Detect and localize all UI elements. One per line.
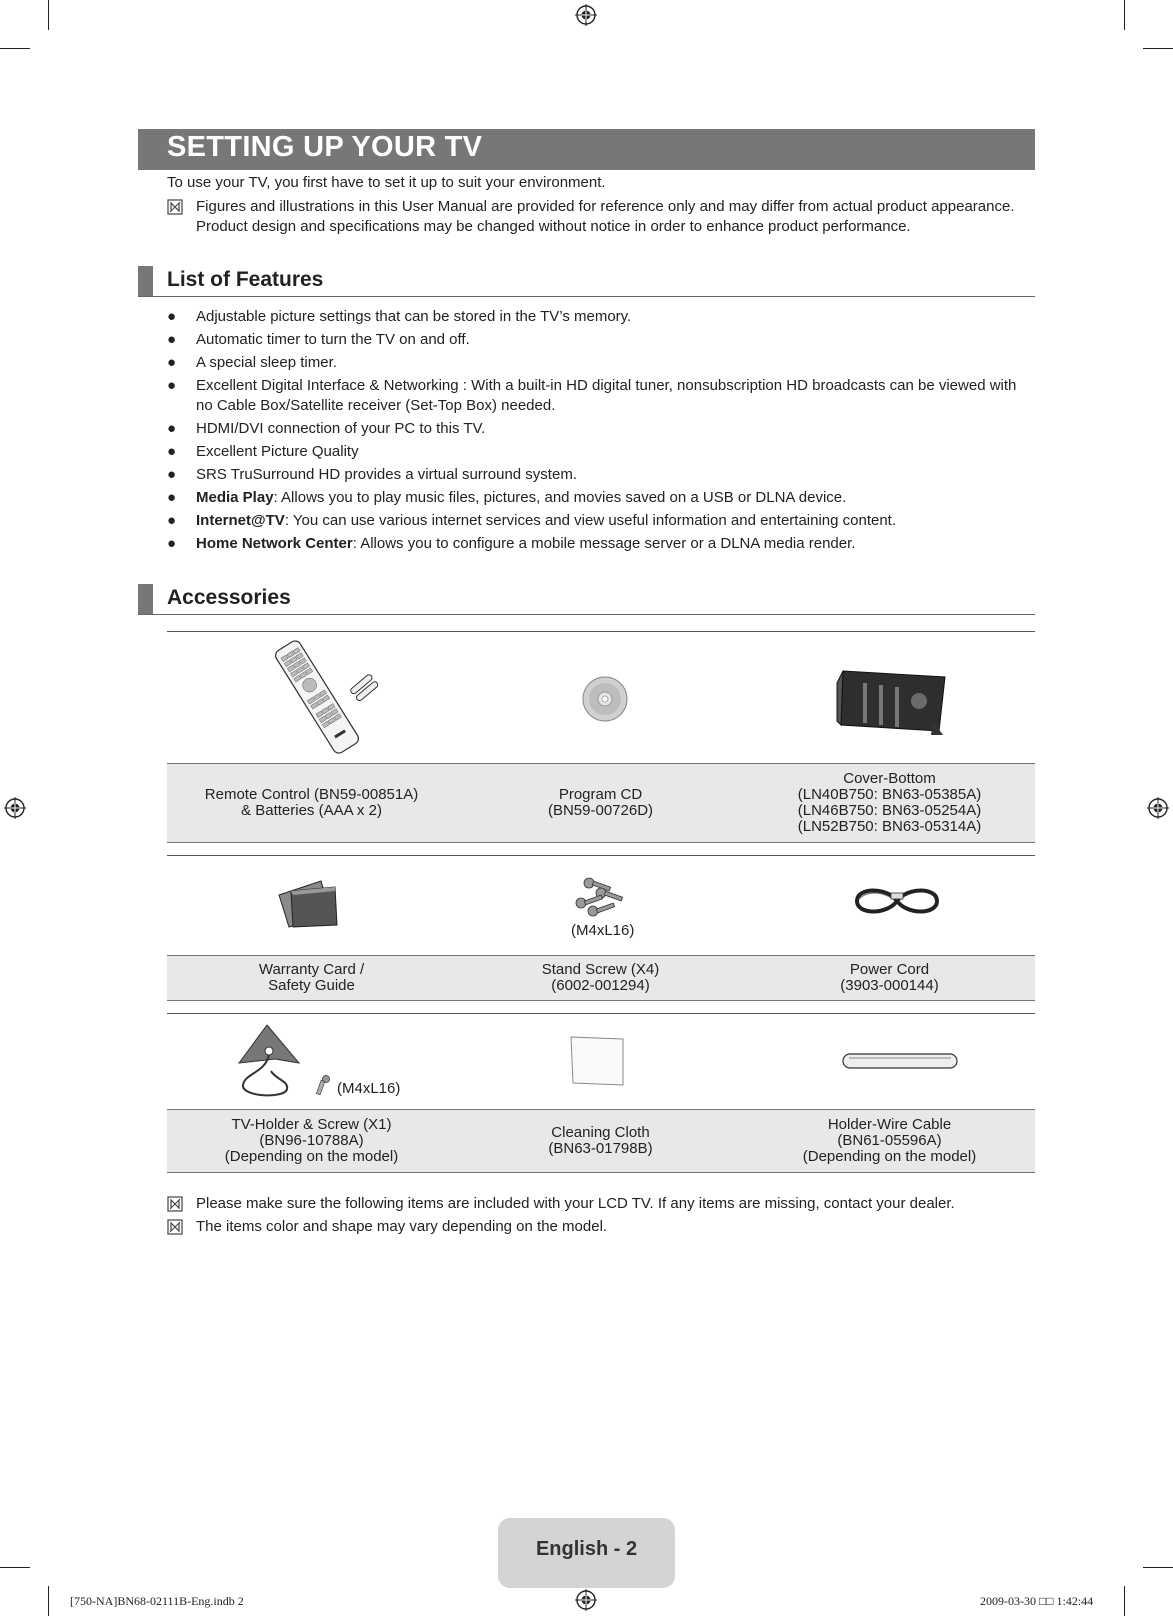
label-line: (6002-001294) [551,977,650,994]
bullet-icon: ● [167,331,177,348]
bullet-icon: ● [167,489,177,506]
section-heading-accessories [138,584,1035,615]
image-row [167,1013,1035,1109]
bullet-icon: ● [167,377,177,394]
cd-icon [581,675,629,723]
note-icon [167,1196,183,1212]
accessory-label [167,962,456,994]
features-list [167,307,1027,557]
crop-mark [1143,48,1173,49]
label-row [167,763,1035,843]
label-line: Warranty Card / [258,961,365,978]
feature-item [167,465,1027,485]
accessory-label [167,1117,456,1165]
feature-item [167,419,1027,439]
section-title: List of Features [167,268,324,291]
label-line: (Depending on the model) [802,1148,977,1165]
label-line: Cleaning Cloth [551,1124,650,1141]
accessory-label [745,1117,1034,1165]
section-title: Accessories [167,586,291,609]
bullet-icon: ● [167,512,177,529]
feature-bold: Internet@TV [196,512,285,529]
screws-icon [571,875,631,923]
page-title-bar [138,129,1035,170]
accessories-table-row3 [167,1013,1035,1174]
label-line: Power Cord [849,961,930,978]
label-line: (Depending on the model) [224,1148,399,1165]
feature-text: HDMI/DVI connection of your PC to this TV. [196,420,486,437]
section-marker [138,266,153,296]
feature-text: : Allows you to configure a mobile message server or a DLNA media render. [352,535,856,552]
bullet-icon: ● [167,420,177,437]
label-line: & Batteries (AAA x 2) [241,802,382,819]
print-timestamp: 2009-03-30 □□ 1:42:44 [980,1594,1094,1608]
crop-mark [48,0,49,30]
label-line: Holder-Wire Cable [827,1116,952,1133]
label-line: Safety Guide [268,977,355,994]
registration-mark-icon [575,1589,597,1611]
page-number-badge [498,1518,675,1588]
feature-text: A special sleep timer. [196,354,337,371]
note-icon [167,1219,183,1235]
feature-item [167,488,1027,508]
accessories-table-row1 [167,631,1035,843]
label-row [167,1109,1035,1173]
cleaning-cloth-icon [567,1033,627,1089]
label-line: (LN46B750: BN63-05254A) [797,802,982,819]
accessory-label [456,787,745,819]
note-line: Product design and specifications may be changed without notice in order to enhance product performance. [196,218,911,235]
label-line: (BN59-00726D) [547,802,654,819]
label-line: Stand Screw (X4) [541,961,660,978]
bullet-icon: ● [167,535,177,552]
label-line: Cover-Bottom [843,770,936,787]
registration-mark-icon [575,4,597,26]
feature-text: Excellent Digital Interface & Networking : With a built-in HD digital tuner, nonsubscription HD broadcasts can be viewed with no Cable Box/Satellite receiver (Set-Top Box) needed. [196,377,1017,414]
feature-item [167,511,1027,531]
crop-mark [1143,1567,1173,1568]
feature-text: SRS TruSurround HD provides a virtual surround system. [196,466,577,483]
registration-mark-icon [1147,797,1169,819]
feature-item [167,353,1027,373]
label-line: Program CD [558,786,643,803]
accessory-label [745,771,1034,835]
bullet-icon: ● [167,466,177,483]
screw-caption: (M4xL16) [337,1080,401,1097]
label-line: (BN96-10788A) [259,1132,364,1149]
feature-text: Excellent Picture Quality [196,443,359,460]
crop-mark [0,48,30,49]
accessory-label [167,787,456,819]
label-line: (LN40B750: BN63-05385A) [797,786,982,803]
feature-item [167,307,1027,327]
label-line: TV-Holder & Screw (X1) [231,1116,392,1133]
note-line: The items color and shape may vary depending on the model. [196,1218,608,1235]
accessory-label [745,962,1034,994]
cover-bottom-icon [833,665,951,741]
label-line: (BN63-01798B) [548,1140,653,1157]
crop-mark [0,1567,30,1568]
image-row [167,855,1035,955]
holder-wire-cable-icon [839,1049,961,1073]
feature-text: : You can use various internet services and view useful information and entertaining content. [284,512,897,529]
crop-mark [1124,1586,1125,1616]
label-row [167,955,1035,1001]
feature-bold: Home Network Center [196,535,353,552]
label-line: Remote Control (BN59-00851A) [204,786,419,803]
note-icon [167,199,183,215]
accessory-label [456,962,745,994]
accessory-label [456,1125,745,1157]
page-title: SETTING UP YOUR TV [167,131,483,163]
feature-item [167,330,1027,350]
label-line: (LN52B750: BN63-05314A) [797,818,982,835]
bullet-icon: ● [167,354,177,371]
feature-text: Automatic timer to turn the TV on and off. [196,331,470,348]
screw-caption: (M4xL16) [571,922,635,939]
image-row [167,631,1035,763]
bullet-icon: ● [167,308,177,325]
intro-text: To use your TV, you first have to set it up to suit your environment. [167,174,606,191]
note-line: Please make sure the following items are included with your LCD TV. If any items are missing, contact your dealer. [196,1195,955,1212]
feature-item [167,376,1027,416]
section-marker [138,584,153,614]
power-cord-icon [847,881,947,923]
feature-item [167,534,1027,554]
section-heading-features [138,266,1035,297]
feature-text: Adjustable picture settings that can be stored in the TV’s memory. [196,308,632,325]
feature-bold: Media Play [196,489,274,506]
print-file-name: [750-NA]BN68-02111B-Eng.indb 2 [70,1594,244,1608]
label-line: (BN61-05596A) [837,1132,942,1149]
remote-control-icon [267,635,387,759]
feature-item [167,442,1027,462]
page-number: English - 2 [535,1538,638,1560]
note-line: Figures and illustrations in this User Manual are provided for reference only and may differ from actual product appearance. [196,198,1015,215]
holder-screw-icon [315,1075,331,1097]
registration-mark-icon [4,797,26,819]
feature-text: : Allows you to play music files, pictures, and movies saved on a USB or DLNA device. [273,489,847,506]
bullet-icon: ● [167,443,177,460]
tv-holder-icon [235,1021,315,1101]
accessories-table-row2 [167,855,1035,1001]
warranty-card-icon [277,877,341,929]
crop-mark [1124,0,1125,30]
label-line: (3903-000144) [840,977,939,994]
crop-mark [48,1586,49,1616]
